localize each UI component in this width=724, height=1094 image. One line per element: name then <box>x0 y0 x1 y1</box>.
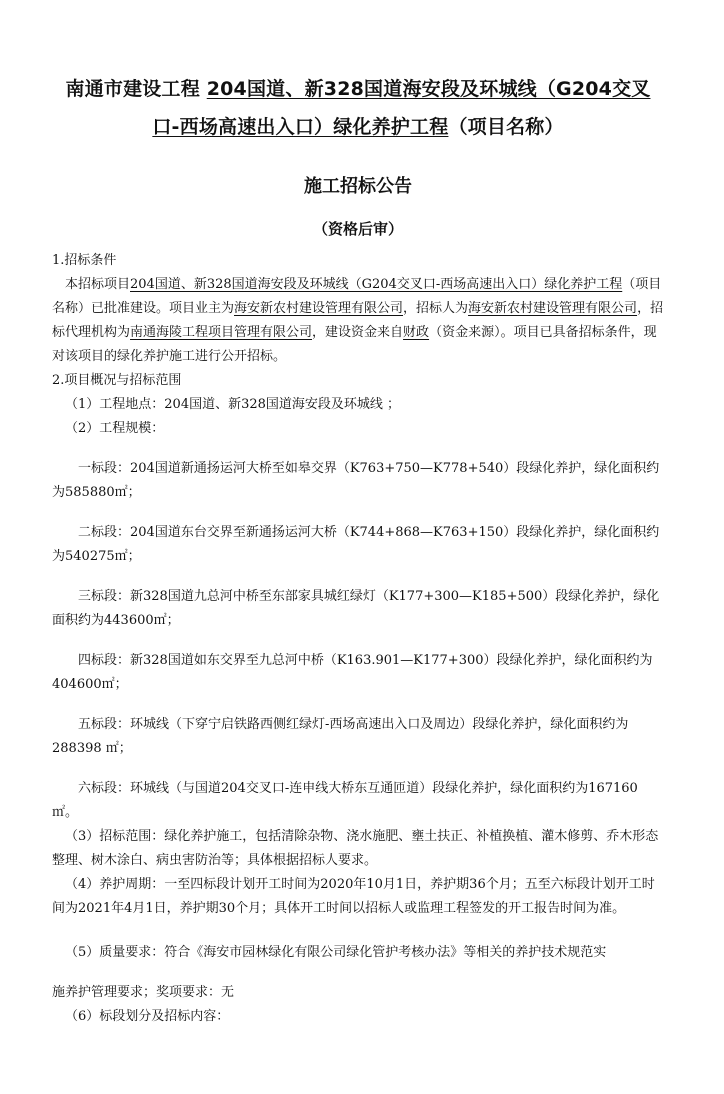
section2-period: （4）养护周期：一至四标段计划开工时间为2020年10月1日，养护期36个月；五至六标段计划开工时间为2021年4月1日，养护期30个月；具体开工时间以招标人或监理工程签发的开工报告时间为准。 <box>52 877 655 916</box>
s1-fund-source: 财政 <box>403 325 430 340</box>
s1-text-f: （资金来源）。项目已具备招标条件，现对该项目的绿化养护施工进行公开招标。 <box>52 325 657 364</box>
section2-quality: （5）质量要求：符合《海安市园林绿化有限公司绿化管护考核办法》等相关的养护技术规范实 <box>65 945 607 960</box>
lot-2: 二标段：204国道东台交界至新通扬运河大桥（K744+868—K763+150）段绿化养护，绿化面积约为540275㎡； <box>52 525 660 564</box>
document-body <box>52 249 664 1029</box>
s1-project-name: 204国道、新328国道海安段及环城线（G204交叉口-西场高速出入口）绿化养护工程 <box>130 277 623 292</box>
lot-1: 一标段：204国道新通扬运河大桥至如皋交界（K763+750—K778+540）段绿化养护，绿化面积约为585880㎡； <box>52 461 660 500</box>
section2-scale: （2）工程规模： <box>65 421 165 436</box>
lot-3: 三标段：新328国道九总河中桥至东部家具城红绿灯（K177+300—K185+500）段绿化养护，绿化面积约为443600㎡； <box>52 589 660 628</box>
s1-tenderer: 海安新农村建设管理有限公司 <box>468 301 638 316</box>
section2-scope: （3）招标范围：绿化养护施工，包括清除杂物、浇水施肥、壅土扶正、补植换植、灌木修剪、乔木形态整理、树木涂白、病虫害防治等；具体根据招标人要求。 <box>52 829 659 868</box>
title-suffix: （项目名称） <box>448 116 564 138</box>
section1-paragraph <box>52 273 664 369</box>
lot-4: 四标段：新328国道如东交界至九总河中桥（K163.901—K177+300）段绿化养护，绿化面积约为404600㎡； <box>52 653 653 692</box>
s1-text-c: ，招标人为 <box>403 301 469 316</box>
document-page <box>0 70 724 1094</box>
s1-owner: 海安新农村建设管理有限公司 <box>234 301 404 316</box>
section2-location: （1）工程地点：204国道、新328国道海安段及环城线 ； <box>65 397 401 412</box>
lot-6: 六标段：环城线（与国道204交叉口-连申线大桥东互通匝道）段绿化养护，绿化面积约为167160 ㎡。 <box>52 781 638 820</box>
lot-5: 五标段：环城线（下穿宁启铁路西侧红绿灯-西场高速出入口及周边）段绿化养护，绿化面积约为288398 ㎡； <box>52 717 629 756</box>
section2-quality-cont: 施养护管理要求；奖项要求：无 <box>52 985 235 1000</box>
s1-text-a: 本招标项目 <box>65 277 131 292</box>
notice-subtitle: （资格后审） <box>312 220 403 238</box>
section2-heading: 2.项目概况与招标范围 <box>52 373 182 388</box>
section1-heading: 1.招标条件 <box>52 253 117 268</box>
s1-text-d: ，招标代理机构为 <box>52 301 664 340</box>
s1-text-b: （项目名称）已批准建设。项目业主为 <box>52 277 662 316</box>
section2-division: （6）标段划分及招标内容： <box>65 1009 230 1024</box>
notice-title: 施工招标公告 <box>304 176 412 197</box>
document-title <box>52 70 664 146</box>
title-project-name: 204国道、新328国道海安段及环城线（G204交叉口-西场高速出入口）绿化养护工程 <box>152 78 651 138</box>
s1-text-e: ，建设资金来自 <box>312 325 404 340</box>
s1-agent: 南通海陵工程项目管理有限公司 <box>130 325 313 340</box>
title-prefix: 南通市建设工程 <box>65 78 207 100</box>
